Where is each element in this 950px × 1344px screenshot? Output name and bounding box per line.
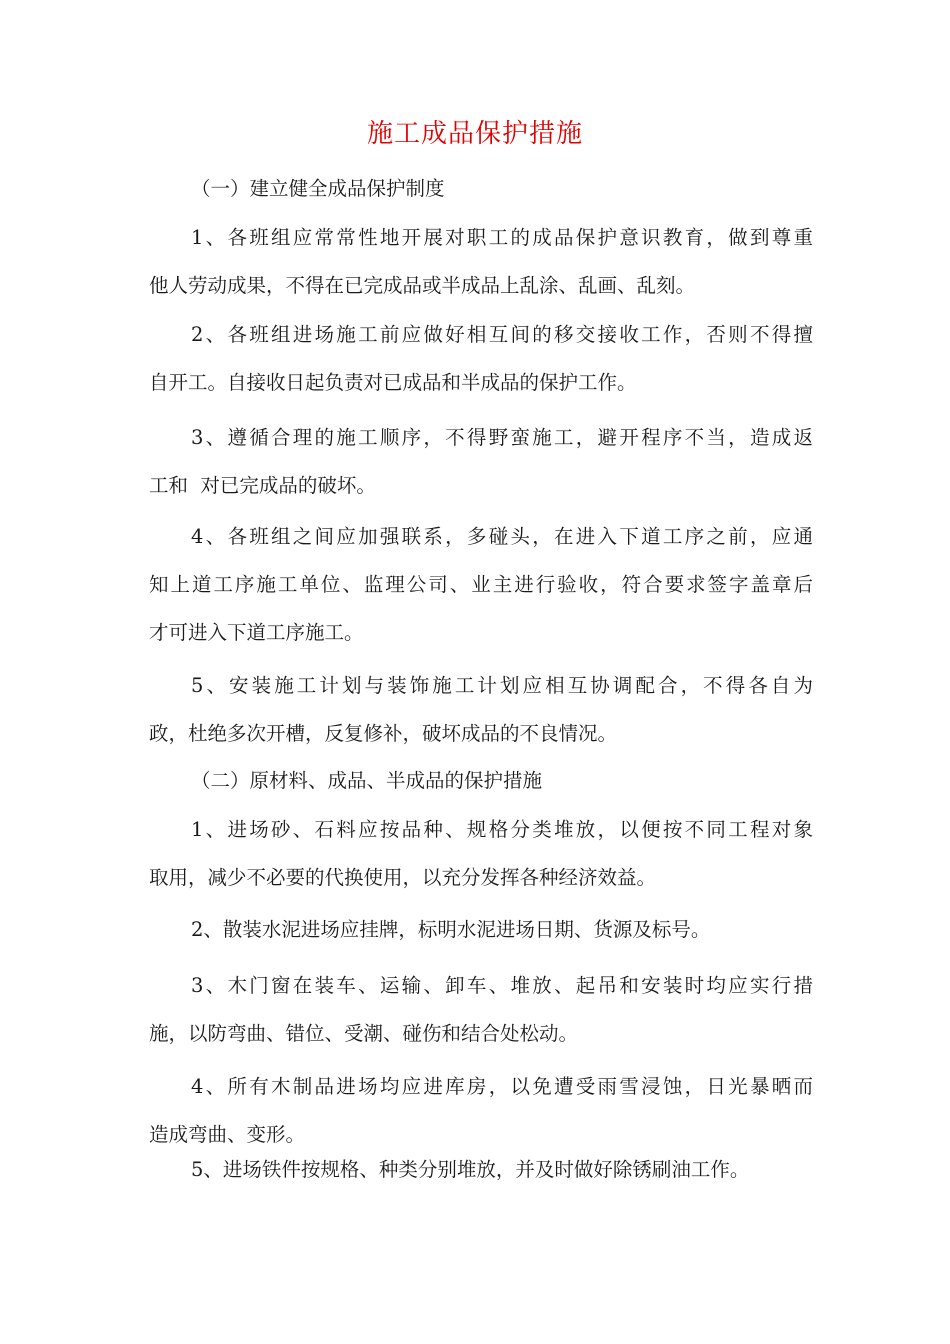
paragraph-line: 2、各班组进场施工前应做好相互间的移交接收工作，否则不得擅 (191, 323, 813, 346)
paragraph-line: 自开工。自接收日起负责对已成品和半成品的保护工作。 (149, 371, 637, 394)
paragraph-line: 才可进入下道工序施工。 (149, 621, 364, 644)
paragraph-line: 5、进场铁件按规格、种类分别堆放，并及时做好除锈刷油工作。 (191, 1158, 750, 1181)
paragraph-line: 造成弯曲、变形。 (149, 1123, 306, 1146)
document-title: 施工成品保护措施 (366, 119, 583, 149)
paragraph-line: 5、安装施工计划与装饰施工计划应相互协调配合，不得各自为 (191, 674, 813, 697)
paragraph-line: 4、各班组之间应加强联系，多碰头，在进入下道工序之前，应通 (191, 525, 813, 548)
paragraph-line: 他人劳动成果，不得在已完成品或半成品上乱涂、乱画、乱刻。 (149, 274, 696, 297)
paragraph-line: 政，杜绝多次开槽，反复修补，破坏成品的不良情况。 (149, 722, 618, 745)
section-heading: （二）原材料、成品、半成品的保护措施 (191, 769, 543, 792)
paragraph-line: 1、各班组应常常性地开展对职工的成品保护意识教育，做到尊重 (191, 226, 813, 249)
section-heading: （一）建立健全成品保护制度 (191, 177, 445, 200)
paragraph-line: 4、所有木制品进场均应进库房，以免遭受雨雪浸蚀，日光暴晒而 (191, 1075, 813, 1098)
paragraph-line: 施，以防弯曲、错位、受潮、碰伤和结合处松动。 (149, 1022, 579, 1045)
paragraph-line: 3、木门窗在装车、运输、卸车、堆放、起吊和安装时均应实行措 (191, 974, 813, 997)
paragraph-line: 2、散装水泥进场应挂牌，标明水泥进场日期、货源及标号。 (191, 918, 711, 941)
paragraph-line: 知上道工序施工单位、监理公司、业主进行验收，符合要求签字盖章后 (149, 573, 813, 596)
paragraph-line: 1、进场砂、石料应按品种、规格分类堆放，以便按不同工程对象 (191, 818, 813, 841)
paragraph-line: 3、遵循合理的施工顺序，不得野蛮施工，避开程序不当，造成返 (191, 426, 813, 449)
paragraph-line: 工和 对已完成品的破坏。 (149, 474, 376, 497)
paragraph-line: 取用，减少不必要的代换使用，以充分发挥各种经济效益。 (149, 866, 657, 889)
